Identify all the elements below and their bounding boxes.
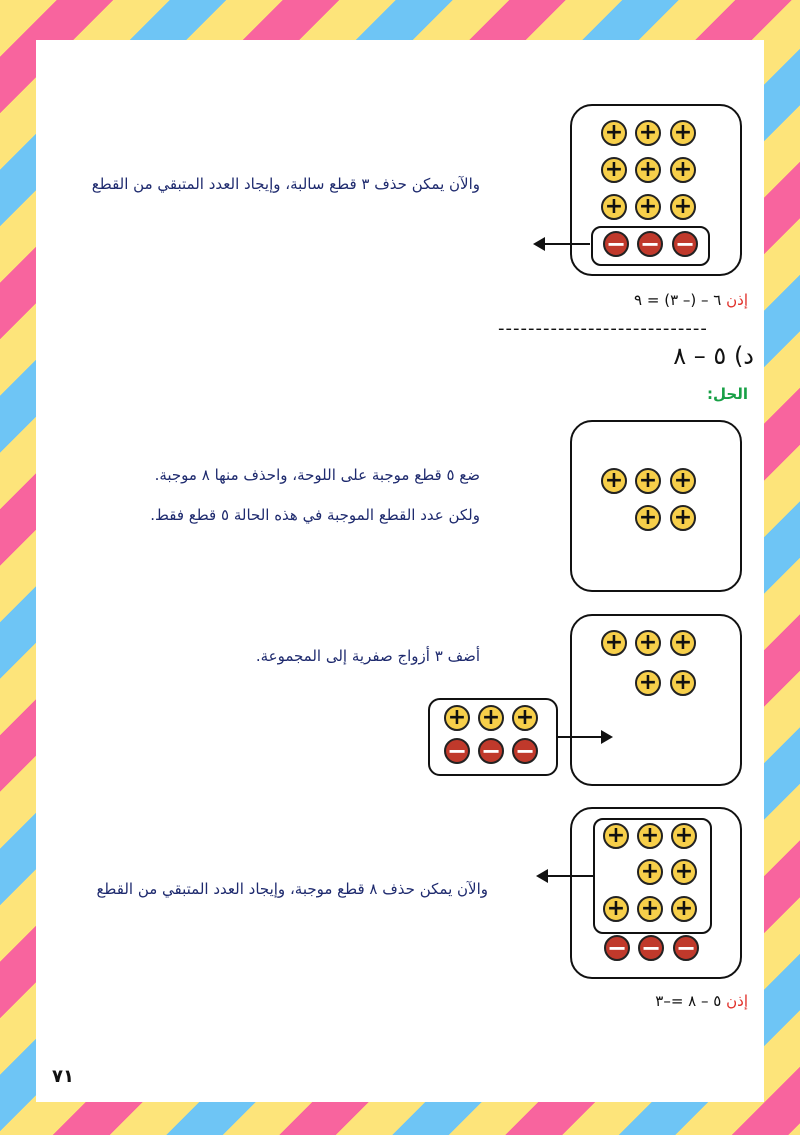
positive-tile: +	[670, 194, 696, 220]
add-arrow	[557, 736, 611, 738]
negative-tile: −	[638, 935, 664, 961]
negative-tile: −	[444, 738, 470, 764]
section1-instruction: والآن يمكن حذف ٣ قطع سالبة، وإيجاد العدد المتبقي من القطع	[91, 175, 480, 193]
positive-tile: +	[635, 505, 661, 531]
negative-tile: −	[604, 935, 630, 961]
negative-group-box	[591, 226, 710, 266]
positive-tile: +	[671, 823, 697, 849]
section1-result	[634, 291, 748, 309]
positive-tile: +	[635, 468, 661, 494]
positive-tile: +	[637, 896, 663, 922]
positive-tile: +	[637, 859, 663, 885]
positive-tile: +	[601, 120, 627, 146]
negative-tile: −	[672, 231, 698, 257]
positive-tile: +	[635, 157, 661, 183]
positive-tile: +	[478, 705, 504, 731]
negative-tile: −	[478, 738, 504, 764]
negative-tile: −	[603, 231, 629, 257]
positive-tile: +	[512, 705, 538, 731]
positive-tile: +	[635, 194, 661, 220]
positive-tile: +	[670, 670, 696, 696]
positive-tile: +	[601, 194, 627, 220]
remove-arrow	[535, 243, 590, 245]
problem-d-label: د)	[733, 342, 754, 370]
result-expression-2: ٥ – ٨ =–٣	[655, 992, 722, 1010]
negative-tile: −	[512, 738, 538, 764]
problem-d-expression: ٥ – ٨	[673, 342, 727, 370]
positive-tile: +	[671, 859, 697, 885]
negative-tile: −	[637, 231, 663, 257]
positive-tile: +	[635, 630, 661, 656]
positive-tile: +	[670, 468, 696, 494]
positive-tile: +	[670, 120, 696, 146]
positive-tile: +	[603, 896, 629, 922]
divider-line: ----------------------------	[498, 318, 708, 339]
step3-instruction: والآن يمكن حذف ٨ قطع موجبة، وإيجاد العدد المتبقي من القطع	[96, 880, 488, 898]
positive-tile: +	[444, 705, 470, 731]
result-label-2: إذن	[726, 992, 748, 1010]
step1-line1: ضع ٥ قطع موجبة على اللوحة، واحذف منها ٨ موجبة.	[154, 466, 480, 484]
negative-tile: −	[673, 935, 699, 961]
positive-tile: +	[601, 468, 627, 494]
problem-d-title	[673, 342, 754, 370]
step1-line2: ولكن عدد القطع الموجبة في هذه الحالة ٥ قطع فقط.	[150, 506, 480, 524]
solution-label: الحل:	[707, 385, 748, 403]
positive-tile: +	[635, 670, 661, 696]
positive-tile: +	[635, 120, 661, 146]
positive-tile: +	[637, 823, 663, 849]
positive-tile: +	[601, 630, 627, 656]
positive-tile: +	[671, 896, 697, 922]
step3-result	[655, 992, 748, 1010]
positive-tile: +	[601, 157, 627, 183]
positive-tile: +	[670, 505, 696, 531]
positive-tile: +	[603, 823, 629, 849]
positive-tile: +	[670, 630, 696, 656]
result-label: إذن	[726, 291, 748, 309]
remove-arrow-2	[538, 875, 594, 877]
result-expression: ٦ – (– ٣) = ٩	[634, 291, 722, 309]
positive-tile: +	[670, 157, 696, 183]
step2-instruction: أضف ٣ أزواج صفرية إلى المجموعة.	[255, 647, 480, 665]
page-number: ٧١	[52, 1066, 74, 1087]
